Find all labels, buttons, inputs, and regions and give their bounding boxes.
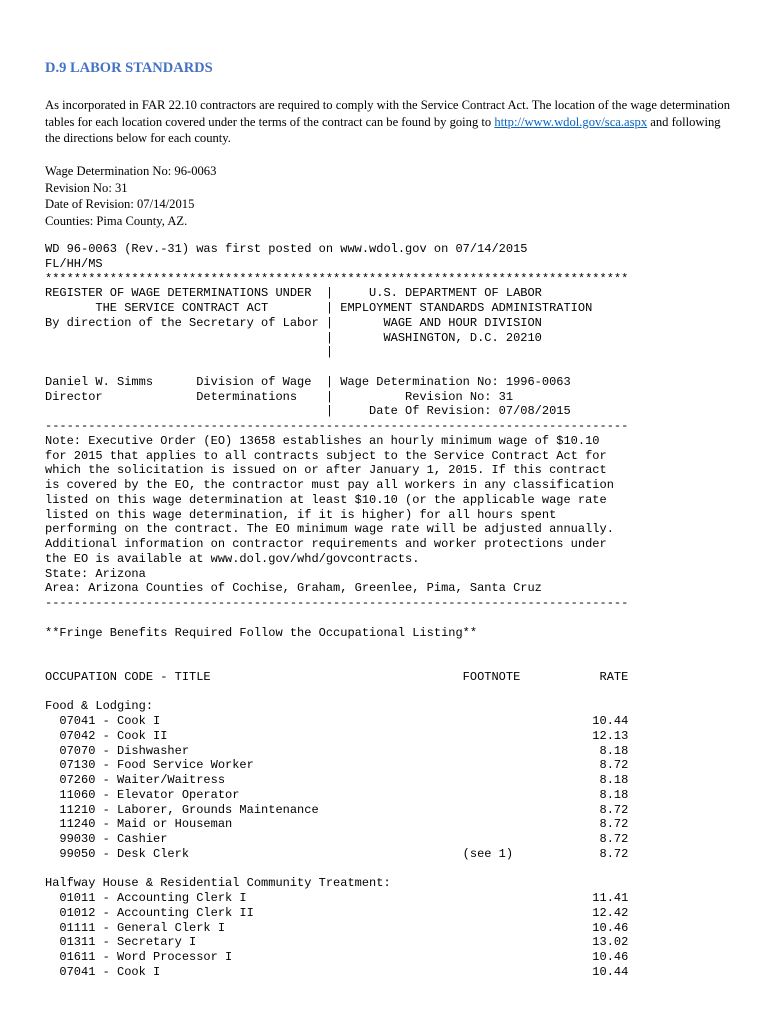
wd-revision-date: Date of Revision: 07/14/2015 xyxy=(45,197,195,211)
table-row: 01111 - General Clerk I 10.46 xyxy=(45,920,629,935)
register-header-row-left: THE SERVICE CONTRACT ACT | xyxy=(45,301,334,315)
register-header-row xyxy=(45,345,628,360)
signer-row-right: Date Of Revision: 07/08/2015 xyxy=(333,404,571,419)
table-row: 07260 - Waiter/Waitress 8.18 xyxy=(45,773,629,787)
note-line: for 2015 that applies to all contracts subject to the Service Contract Act for xyxy=(45,448,607,463)
note-line: Additional information on contractor requirements and worker protections under xyxy=(45,537,607,551)
area-line: Area: Arizona Counties of Cochise, Graham, Greenlee, Pima, Santa Cruz xyxy=(45,581,542,596)
register-header-row-left: REGISTER OF WAGE DETERMINATIONS UNDER | xyxy=(45,286,334,301)
table-row: 07041 - Cook I 10.44 xyxy=(45,714,629,728)
intro-text-end: and following the directions below for each county. xyxy=(45,114,721,145)
register-header-row xyxy=(45,331,628,346)
table-row: 11060 - Elevator Operator 8.18 xyxy=(45,787,629,802)
register-header-row-left: | xyxy=(45,345,334,360)
table-row: 07041 - Cook I 10.44 xyxy=(45,964,629,979)
blank-line xyxy=(45,655,628,670)
note-line: performing on the contract. The EO minimum wage rate will be adjusted annually. xyxy=(45,522,614,537)
group-title: Food & Lodging: xyxy=(45,699,154,714)
signer-row-right: Revision No: 31 xyxy=(333,389,514,404)
table-row: 07070 - Dishwasher 8.18 xyxy=(45,743,629,758)
register-header-row-right: EMPLOYMENT STANDARDS ADMINISTRATION xyxy=(333,301,593,315)
intro-text: As incorporated in FAR 22.10 contractors are required to comply with the Service Contract Act. The location of the wage determination tables for each location covered under the terms of the contract can be found by going to xyxy=(45,98,730,129)
table-row: 01611 - Word Processor I 10.46 xyxy=(45,950,629,964)
wage-determination-register xyxy=(45,242,628,980)
register-header-row-left: | xyxy=(45,330,334,345)
table-row: 01011 - Accounting Clerk I 11.41 xyxy=(45,891,629,905)
table-row: 01012 - Accounting Clerk II 12.42 xyxy=(45,905,629,920)
table-row: 99050 - Desk Clerk (see 1) 8.72 xyxy=(45,846,629,861)
group-title: Halfway House & Residential Community Treatment: xyxy=(45,876,391,891)
table-row: 01311 - Secretary I 13.02 xyxy=(45,935,629,950)
signer-row xyxy=(45,390,628,405)
blank-line xyxy=(45,640,628,655)
register-header-row-right: WASHINGTON, D.C. 20210 xyxy=(333,330,542,345)
table-row: 99030 - Cashier 8.72 xyxy=(45,832,629,846)
blank-line xyxy=(45,611,628,626)
signer-row-right: Wage Determination No: 1996-0063 xyxy=(333,374,571,389)
wage-determination-info xyxy=(45,163,216,229)
wd-revision: Revision No: 31 xyxy=(45,180,128,195)
intro-paragraph xyxy=(45,97,735,147)
posted-line: WD 96-0063 (Rev.-31) was first posted on www.wdol.gov on 07/14/2015 xyxy=(45,242,528,256)
note-line: Note: Executive Order (EO) 13658 establishes an hourly minimum wage of $10.10 xyxy=(45,433,600,448)
signer-row-left: Daniel W. Simms Division of Wage | xyxy=(45,374,334,389)
signer-row-left: Director Determinations | xyxy=(45,389,334,404)
register-header-row xyxy=(45,316,628,331)
table-row: 07130 - Food Service Worker 8.72 xyxy=(45,758,629,773)
register-header-row-right: U.S. DEPARTMENT OF LABOR xyxy=(333,286,542,301)
signer-row xyxy=(45,404,628,419)
register-header-row xyxy=(45,301,628,316)
dash-rule: --------------------------------------------------------------------------------- xyxy=(45,419,629,433)
signer-row xyxy=(45,375,628,390)
register-header-row-left: By direction of the Secretary of Labor | xyxy=(45,315,334,330)
star-rule: ********************************************************************************* xyxy=(45,271,629,286)
signer-row-left: | xyxy=(45,404,334,419)
section-heading: D.9 LABOR STANDARDS xyxy=(45,60,213,76)
note-line: the EO is available at www.dol.gov/whd/govcontracts. xyxy=(45,551,420,566)
wdol-link[interactable]: http://www.wdol.gov/sca.aspx xyxy=(494,114,648,129)
wd-number: Wage Determination No: 96-0063 xyxy=(45,164,217,178)
table-row: 11240 - Maid or Houseman 8.72 xyxy=(45,817,629,832)
code-line: FL/HH/MS xyxy=(45,256,103,271)
wd-counties: Counties: Pima County, AZ. xyxy=(45,213,188,228)
table-header: OCCUPATION CODE - TITLE FOOTNOTE RATE xyxy=(45,669,629,684)
register-header-row-right: WAGE AND HOUR DIVISION xyxy=(333,315,542,330)
note-line: is covered by the EO, the contractor must pay all workers in any classification xyxy=(45,478,614,492)
blank-line xyxy=(45,685,628,700)
register-header-row xyxy=(45,286,628,301)
blank-line xyxy=(45,862,628,877)
note-line: listed on this wage determination, if it is higher) for all hours spent xyxy=(45,507,557,522)
table-row: 11210 - Laborer, Grounds Maintenance 8.72 xyxy=(45,802,629,817)
fringe-line: **Fringe Benefits Required Follow the Occupational Listing** xyxy=(45,625,478,640)
state-line: State: Arizona xyxy=(45,566,146,581)
dash-rule: --------------------------------------------------------------------------------- xyxy=(45,596,629,610)
blank-line xyxy=(45,360,628,375)
note-line: listed on this wage determination at least $10.10 (or the applicable wage rate xyxy=(45,492,607,507)
table-row: 07042 - Cook II 12.13 xyxy=(45,728,629,743)
note-line: which the solicitation is issued on or after January 1, 2015. If this contract xyxy=(45,463,607,478)
